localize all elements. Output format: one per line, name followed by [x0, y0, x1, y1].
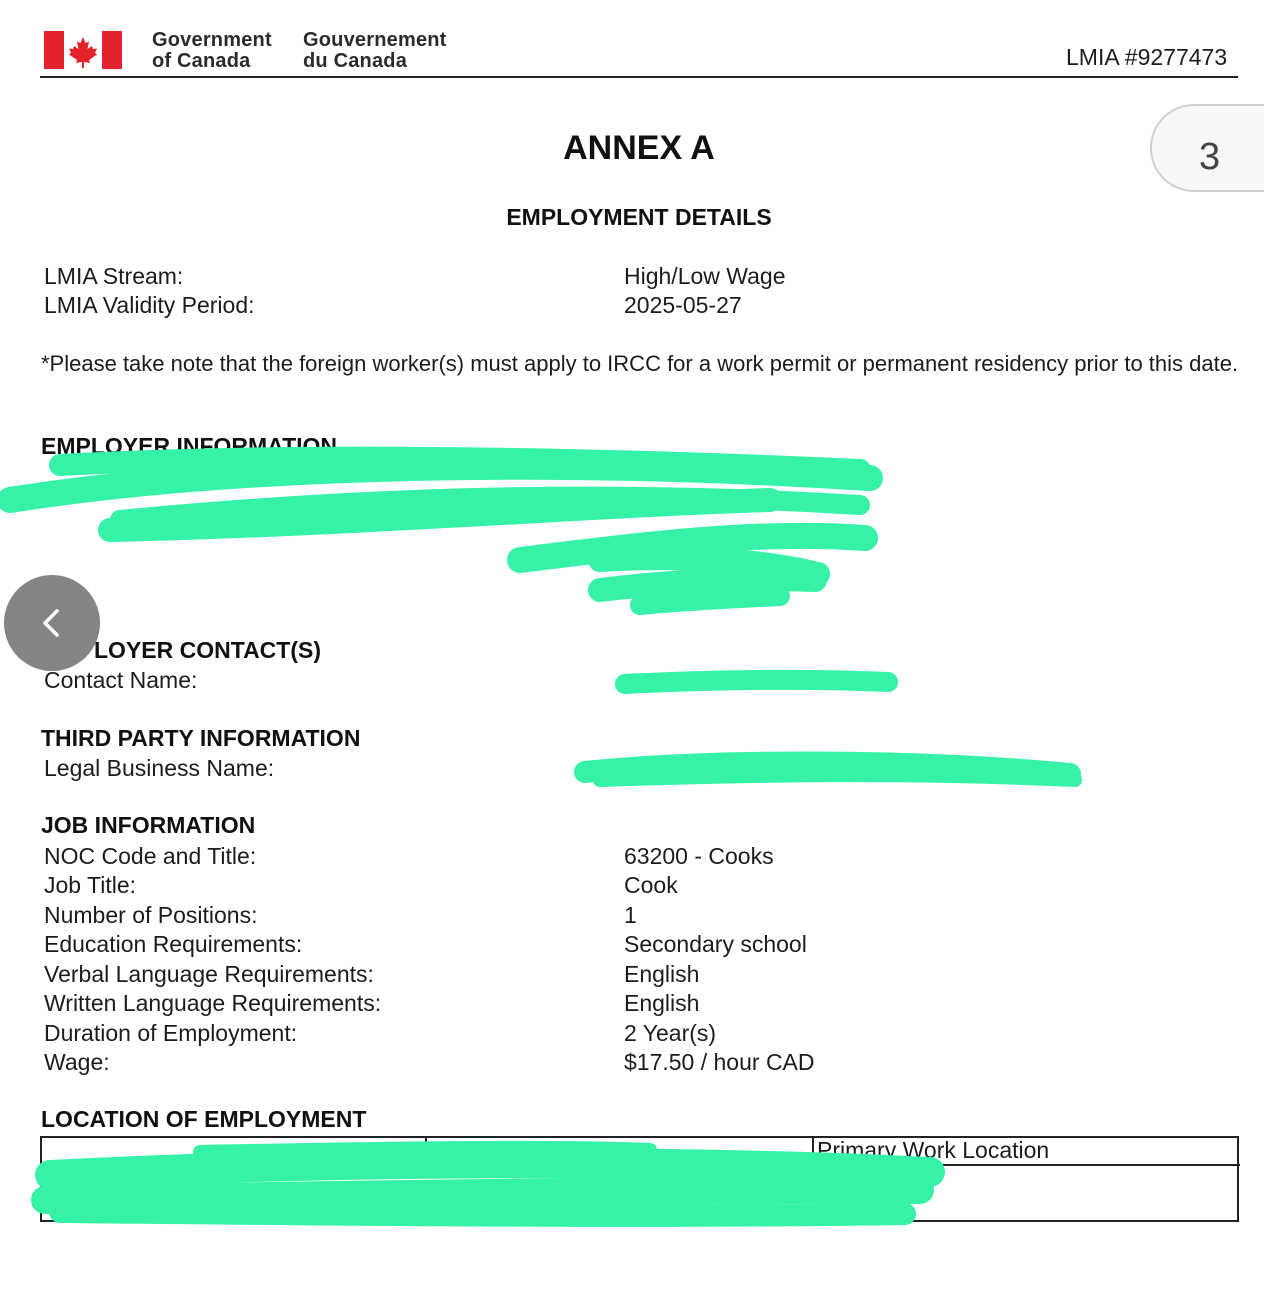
job-row-label: Wage: [44, 1049, 110, 1075]
job-row-value: $17.50 / hour CAD [624, 1049, 815, 1075]
header-divider [40, 76, 1238, 78]
table-header-divider [40, 1164, 1240, 1166]
back-button[interactable] [4, 575, 100, 671]
job-row-value: Secondary school [624, 931, 807, 957]
document-subtitle: EMPLOYMENT DETAILS [506, 204, 772, 230]
lmia-validity-value: 2025-05-27 [624, 292, 742, 318]
third-party-legal-name-label: Legal Business Name: [44, 755, 275, 781]
redaction-mark [10, 467, 870, 500]
job-row-value: 1 [624, 902, 637, 928]
canada-flag-icon [44, 31, 122, 69]
lmia-validity-label: LMIA Validity Period: [44, 292, 255, 318]
redaction-mark [625, 680, 888, 684]
page-number: 3 [1199, 136, 1221, 178]
validity-note: *Please take note that the foreign worker(s) must apply to IRCC for a work permit or permanent residency prior to this date. [41, 351, 1239, 376]
job-row-value: 2 Year(s) [624, 1020, 717, 1046]
table-column-divider [425, 1136, 427, 1166]
job-row-label: Number of Positions: [44, 902, 258, 928]
document-title: ANNEX A [563, 129, 715, 167]
location-heading: LOCATION OF EMPLOYMENT [41, 1106, 367, 1132]
table-column-divider [812, 1136, 814, 1166]
chevron-left-icon [32, 603, 72, 643]
lmia-stream-label: LMIA Stream: [44, 263, 184, 289]
redaction-mark [585, 763, 1070, 775]
gov-fr-line1: Gouvernement [303, 29, 447, 51]
job-row-label: Education Requirements: [44, 931, 303, 957]
redaction-mark [600, 558, 818, 574]
government-of-canada-wordmark [152, 30, 272, 72]
gov-en-line1: Government [152, 29, 272, 51]
redaction-mark [120, 497, 860, 520]
table-column-divider [812, 1196, 814, 1204]
job-row-label: Job Title: [44, 872, 137, 898]
lmia-number: LMIA #9277473 [1066, 44, 1228, 70]
job-row-value: English [624, 961, 700, 987]
redaction-mark [520, 536, 865, 560]
job-row-label: Verbal Language Requirements: [44, 961, 374, 987]
job-row-value: 63200 - Cooks [624, 843, 774, 869]
redaction-mark [110, 500, 770, 530]
job-row-value: English [624, 990, 700, 1016]
employer-contacts-heading: LOYER CONTACT(S) [94, 637, 322, 663]
primary-work-location-header: Primary Work Location [817, 1137, 1050, 1163]
gouvernement-du-canada-wordmark [303, 30, 447, 72]
redaction-mark [640, 596, 780, 605]
gov-fr-line2: du Canada [303, 50, 408, 72]
third-party-heading: THIRD PARTY INFORMATION [41, 725, 361, 751]
job-row-label: NOC Code and Title: [44, 843, 257, 869]
lmia-stream-value: High/Low Wage [624, 263, 786, 289]
employer-info-heading: EMPLOYER INFORMATION [41, 433, 338, 459]
job-row-value: Cook [624, 872, 678, 898]
redaction-mark [600, 775, 1075, 780]
job-row-label: Written Language Requirements: [44, 990, 382, 1016]
job-row-label: Duration of Employment: [44, 1020, 298, 1046]
redaction-mark [600, 579, 815, 590]
job-info-heading: JOB INFORMATION [41, 812, 256, 838]
location-table [40, 1136, 1239, 1222]
contact-name-label: Contact Name: [44, 667, 198, 693]
gov-en-line2: of Canada [152, 50, 251, 72]
